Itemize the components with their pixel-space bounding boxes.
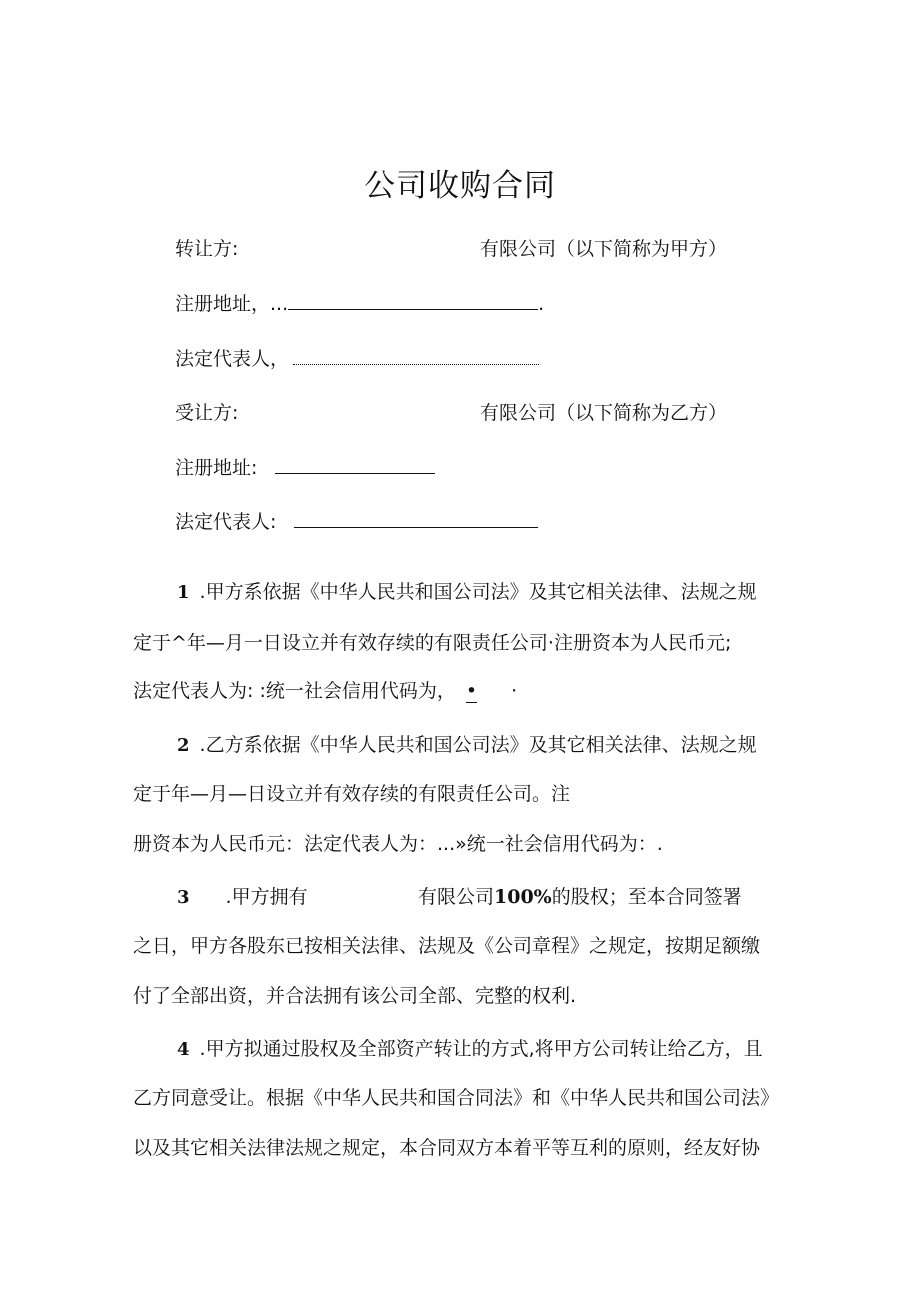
party-a-address-blank [288, 289, 538, 310]
clause-1-line-3: 法定代表人为: :统一社会信用代码为， • · [133, 680, 518, 702]
clause-4-number: 4 [177, 1039, 190, 1060]
party-a-rep-row [175, 344, 539, 374]
clause-1-number: 1 [177, 582, 190, 603]
clause-2-line-1: 2 .乙方系依据《中华人民共和国公司法》及其它相关法律、法规之规 [177, 734, 757, 756]
party-a-address-row [175, 289, 544, 319]
party-b-rep-label: 法定代表人: [175, 511, 277, 533]
clause-3-line-1b: 有限公司100%的股权；至本合同签署 [418, 886, 742, 908]
clause-1-line-2: 定于^年—月一日设立并有效存续的有限责任公司·注册资本为人民币元; [133, 632, 732, 654]
clause-3-line-3: 付了全部出资，并合法拥有该公司全部、完整的权利. [133, 985, 577, 1007]
party-a-rep-blank [293, 344, 539, 365]
clause-3-number: 3 [177, 887, 190, 908]
clause-2-line-2: 定于年—月—日设立并有效存续的有限责任公司。注 [133, 783, 571, 805]
clause-4-line-2: 乙方同意受让。根据《中华人民共和国合同法》和《中华人民共和国公司法》 [133, 1087, 780, 1109]
clause-3-line-2: 之日，甲方各股东已按相关法律、法规及《公司章程》之规定，按期足额缴 [133, 935, 761, 957]
party-a-label: 转让方: [175, 238, 239, 260]
clause-1-bullet: • [465, 680, 478, 702]
party-b-suffix: 有限公司（以下简称为乙方） [480, 402, 728, 424]
party-b-address-row [175, 453, 435, 483]
clause-1-line-1: 1 .甲方系依据《中华人民共和国公司法》及其它相关法律、法规之规 [177, 581, 757, 603]
clause-2-line-3: 册资本为人民币元：法定代表人为：...»统一社会信用代码为：. [133, 833, 663, 855]
clause-1-dot: · [511, 680, 518, 702]
party-b-address-label: 注册地址: [175, 457, 258, 479]
party-b-rep-blank [294, 507, 538, 528]
party-a-address-end: . [538, 293, 545, 315]
party-a-rep-label: 法定代表人， [175, 348, 290, 370]
clause-2-number: 2 [177, 735, 190, 756]
clause-3-line-1a: 3 .甲方拥有 [177, 886, 308, 908]
clause-4-line-1: 4 .甲方拟通过股权及全部资产转让的方式,将甲方公司转让给乙方，且 [177, 1038, 763, 1060]
party-a-address-prefix: ... [270, 293, 289, 315]
document-title: 公司收购合同 [364, 168, 556, 204]
party-b-address-blank [275, 453, 435, 474]
clause-4-line-3: 以及其它相关法律法规之规定，本合同双方本着平等互利的原则，经友好协 [133, 1137, 761, 1159]
party-a-address-label: 注册地址， [175, 293, 271, 315]
party-a-suffix: 有限公司（以下简称为甲方） [480, 238, 728, 260]
party-b-rep-row [175, 507, 538, 537]
party-b-label: 受让方: [175, 402, 239, 424]
